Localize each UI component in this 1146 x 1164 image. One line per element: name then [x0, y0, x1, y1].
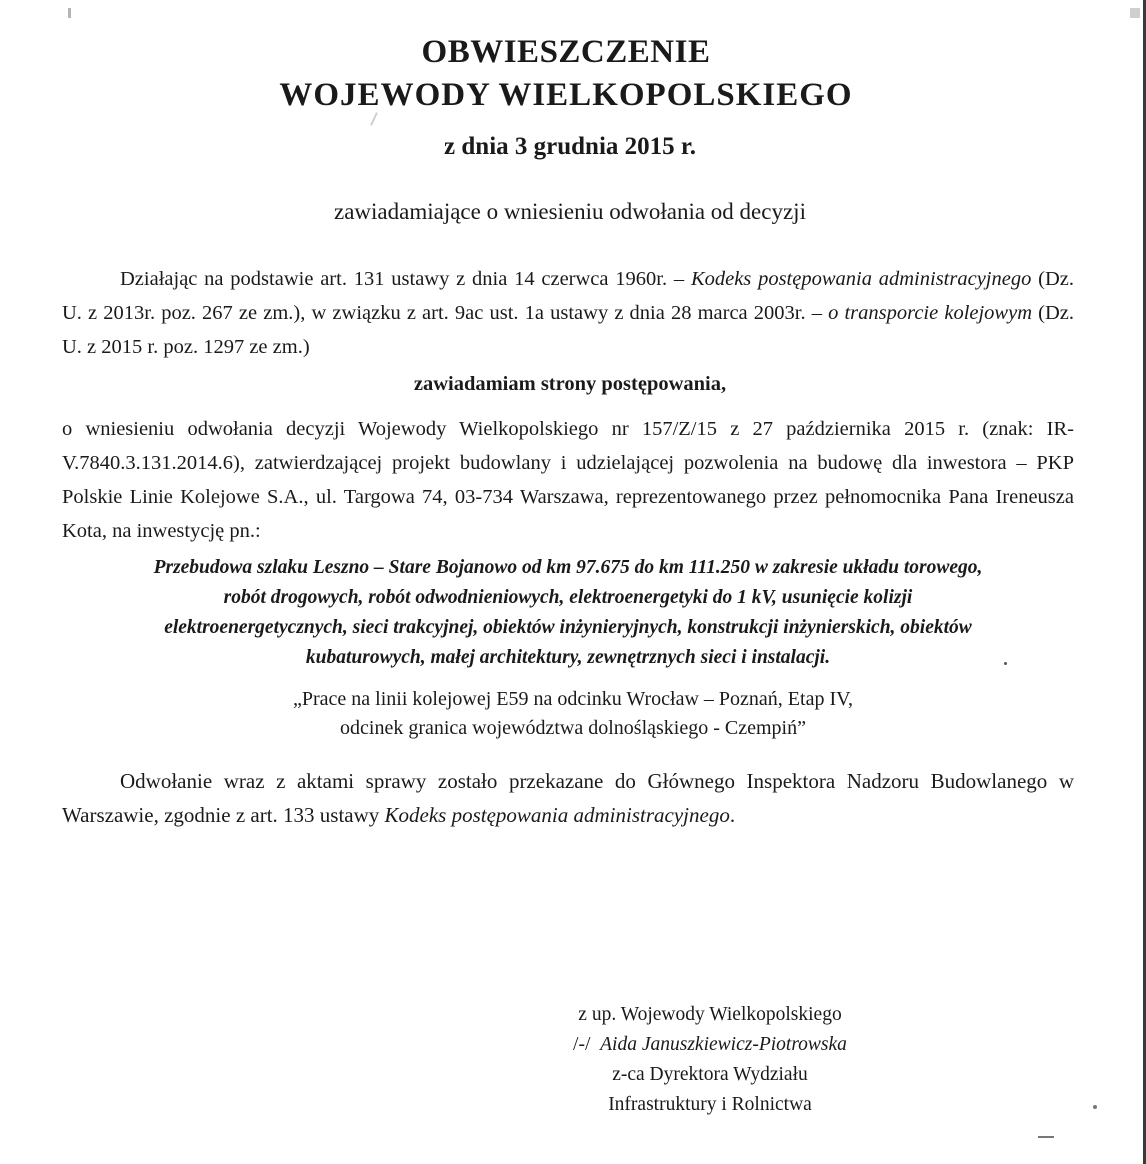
project-line-1: Przebudowa szlaku Leszno – Stare Bojanowo od km 97.675 do km 111.250 w zakresie układu torowego, [153, 557, 983, 578]
scan-speck [1093, 1105, 1097, 1109]
document-date: z dnia 3 grudnia 2015 r. [444, 133, 696, 160]
intro-paragraph [62, 262, 1074, 364]
transfer-text-1: Odwołanie wraz z aktami sprawy zostało przekazane do Głównego Inspektora Nadzoru Budowlanego w Warszawie, zgodnie z art. 133 ustawy [62, 769, 1074, 827]
signature-name: Aida Januszkiewicz-Piotrowska [600, 1034, 847, 1055]
signature-position: z-ca Dyrektora Wydziału [612, 1064, 808, 1085]
project-name [60, 553, 1076, 673]
transfer-code-name: Kodeks postępowania administracyjnego [384, 803, 730, 827]
project-line-4: kubaturowych, małej architektury, zewnętrznych sieci i instalacji. [305, 647, 831, 668]
scan-speck [1130, 8, 1140, 18]
project-line-3: elektroenergetycznych, sieci trakcyjnej, obiektów inżynieryjnych, konstrukcji inżynierskich, obiektów [164, 617, 972, 638]
intro-code-name: Kodeks postępowania administracyjnego [690, 268, 1032, 290]
scan-speck [68, 8, 71, 18]
transfer-paragraph [62, 764, 1074, 832]
quote-line-2: odcinek granica województwa dolnośląskiego - Czempiń” [340, 717, 806, 739]
document-title-line-1: OBWIESZCZENIE [421, 34, 711, 70]
notification-heading: zawiadamiam strony postępowania, [413, 373, 727, 395]
project-line-2: robót drogowych, robót odwodnieniowych, elektroenergetyki do 1 kV, usunięcie kolizji [223, 587, 913, 608]
intro-text-1: Działając na podstawie art. 131 ustawy z dnia 14 czerwca 1960r. – [120, 268, 691, 290]
scan-speck [1038, 1136, 1054, 1138]
quote-line-1: „Prace na linii kolejowej E59 na odcinku Wrocław – Poznań, Etap IV, [293, 688, 853, 710]
intro-text-3: (Dz. U. z 2015 r. poz. 1297 ze zm.) [62, 302, 1074, 358]
document-title-line-2: WOJEWODY WIELKOPOLSKIEGO [279, 77, 853, 113]
signature-block [480, 1000, 940, 1120]
document-subject: zawiadamiające o wniesieniu odwołania od decyzji [334, 199, 806, 224]
transfer-text-2: . [729, 803, 736, 827]
signature-authority: z up. Wojewody Wielkopolskiego [578, 1004, 842, 1025]
intro-text-2: (Dz. U. z 2013r. poz. 267 ze zm.), w związku z art. 9ac ust. 1a ustawy z dnia 28 marca 2003r. – [62, 268, 1074, 324]
appeal-paragraph: o wniesieniu odwołania decyzji Wojewody Wielkopolskiego nr 157/Z/15 z 27 października 2015 r. (znak: IR-V.7840.3.131.2014.6), zatwierdzającej projekt budowlany i udzielającej pozwolenia na budowę dla inwestora – PKP Polskie Linie Kolejowe S.A., ul. Targowa 74, 03-734 Warszawa, reprezentowanego przez pełnomocnika Pana Ireneusza Kota, na inwestycję pn.: [62, 418, 1074, 542]
project-quote [0, 685, 1146, 743]
scan-speck [1004, 662, 1007, 665]
signature-prefix: /-/ [573, 1034, 601, 1055]
signature-signed-line [480, 1030, 940, 1060]
signature-department: Infrastruktury i Rolnictwa [608, 1094, 812, 1115]
intro-act-name: o transporcie kolejowym [828, 302, 1033, 324]
